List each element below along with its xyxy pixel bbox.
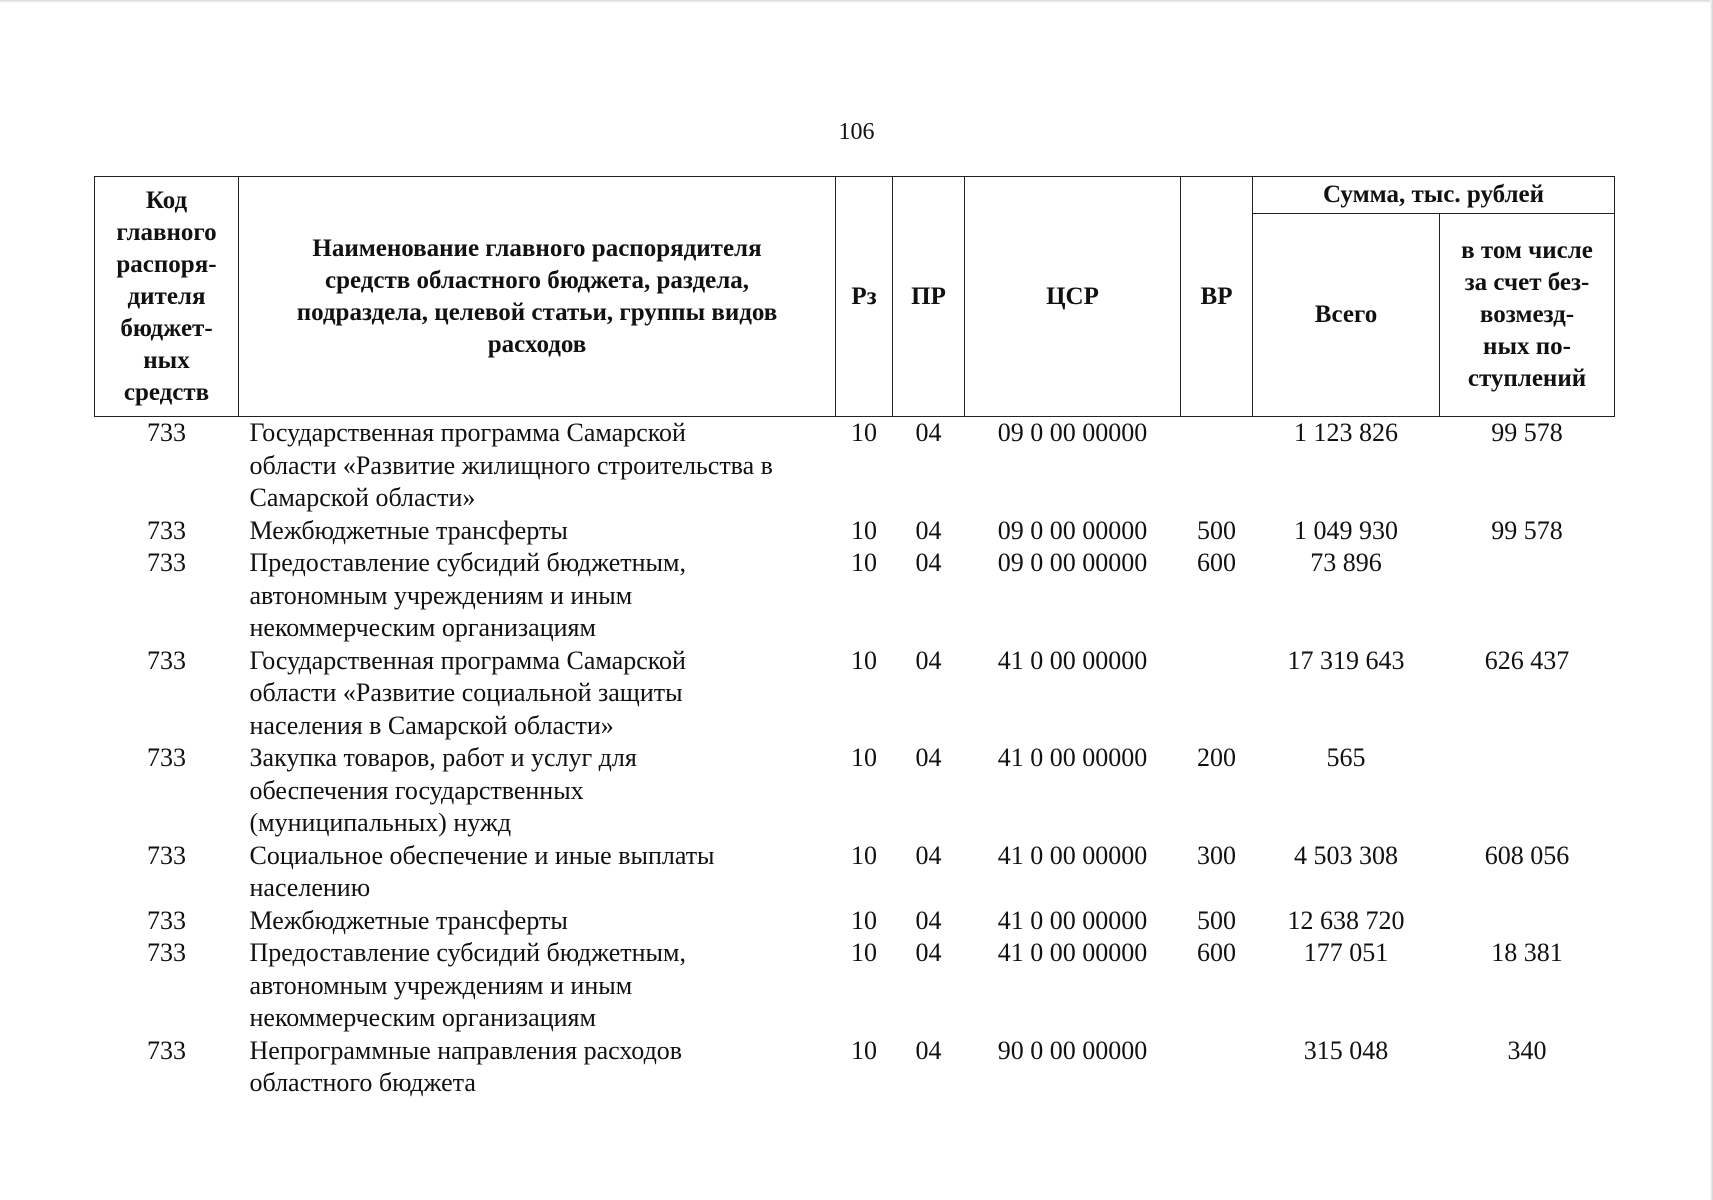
- cell-rz: 10: [851, 515, 877, 545]
- header-grants-line: ступлений: [1467, 365, 1587, 392]
- header-vr: ВР: [1181, 177, 1253, 417]
- cell-csr: 41 0 00 00000: [997, 938, 1148, 967]
- cell-code: 733: [147, 905, 186, 935]
- cell-pr: 04: [915, 548, 942, 577]
- header-csr: ЦСР: [965, 177, 1181, 417]
- cell-grants: 18 381: [1491, 938, 1563, 967]
- cell-rz: 10: [851, 905, 877, 935]
- cell-csr: 41 0 00 00000: [997, 840, 1148, 870]
- cell-vr: [1181, 417, 1253, 515]
- table-row: [95, 742, 1615, 840]
- cell-name: [239, 905, 836, 938]
- header-code-line: бюджет-: [120, 314, 213, 342]
- header-code: [95, 177, 239, 417]
- header-grants: [1440, 214, 1615, 417]
- cell-pr: 04: [915, 905, 942, 935]
- cell-total: 4 503 308: [1294, 840, 1398, 870]
- cell-vr: 600: [1197, 548, 1236, 577]
- header-code-line: средств: [123, 378, 210, 406]
- header-total: Всего: [1253, 214, 1440, 417]
- cell-vr: [1181, 1035, 1253, 1100]
- header-name-line: средств областного бюджета, раздела,: [324, 266, 750, 294]
- cell-name: [239, 742, 836, 840]
- cell-rz: 10: [851, 840, 877, 870]
- cell-code: 733: [147, 840, 186, 870]
- cell-name-line: Закупка товаров, работ и услуг для: [249, 743, 637, 772]
- cell-rz: 10: [851, 645, 877, 675]
- table-row: [95, 645, 1615, 743]
- cell-name: [239, 937, 836, 1035]
- cell-code: 733: [147, 515, 186, 545]
- cell-csr: 90 0 00 00000: [997, 1035, 1148, 1065]
- budget-table: [94, 176, 1615, 1100]
- page-edge-top: [0, 0, 1713, 3]
- cell-vr: 200: [1197, 743, 1236, 772]
- header-code-line: главного: [116, 218, 217, 246]
- table-row: [95, 905, 1615, 938]
- cell-vr: 300: [1197, 840, 1236, 870]
- header-grants-line: в том числе: [1461, 237, 1593, 264]
- header-code-line: распоря-: [116, 250, 217, 278]
- cell-code: 733: [147, 743, 186, 772]
- table-row: [95, 547, 1615, 645]
- table-row: [95, 840, 1615, 905]
- cell-name-line: области «Развитие жилищного строительства в: [249, 450, 773, 480]
- header-name-line: расходов: [487, 330, 587, 358]
- table-header: [95, 177, 1615, 417]
- cell-name-line: автономным учреждениям и иным: [249, 970, 633, 1000]
- cell-total: 17 319 643: [1287, 645, 1405, 675]
- cell-code: 733: [147, 548, 186, 577]
- cell-pr: 04: [915, 938, 942, 967]
- cell-name-line: Предоставление субсидий бюджетным,: [249, 938, 686, 967]
- cell-grants: [1440, 905, 1615, 938]
- cell-pr: 04: [915, 743, 942, 772]
- cell-total: 565: [1326, 743, 1366, 772]
- cell-name-line: Предоставление субсидий бюджетным,: [249, 548, 686, 577]
- cell-name: [239, 840, 836, 905]
- cell-rz: 10: [851, 938, 877, 967]
- cell-name: [239, 547, 836, 645]
- cell-csr: 41 0 00 00000: [997, 645, 1148, 675]
- cell-name-line: некоммерческим организациям: [249, 1003, 596, 1032]
- cell-rz: 10: [851, 1035, 877, 1065]
- cell-vr: [1181, 645, 1253, 743]
- cell-name-line: областного бюджета: [249, 1068, 476, 1097]
- cell-grants: [1440, 547, 1615, 645]
- cell-name-line: Государственная программа Самарской: [249, 645, 686, 675]
- cell-grants: 340: [1507, 1035, 1547, 1065]
- cell-name-line: Самарской области»: [249, 483, 476, 512]
- header-name: [239, 177, 836, 417]
- cell-pr: 04: [915, 1035, 942, 1065]
- cell-name-line: области «Развитие социальной защиты: [249, 678, 683, 707]
- header-grants-line: ных по-: [1483, 333, 1571, 360]
- header-name-line: Наименование главного распорядителя: [312, 234, 762, 262]
- cell-code: 733: [147, 418, 186, 447]
- cell-name-line: автономным учреждениям и иным: [249, 580, 633, 610]
- cell-rz: 10: [851, 743, 877, 772]
- header-name-line: подраздела, целевой статьи, группы видов: [296, 298, 778, 326]
- header-code-line: ных: [143, 346, 190, 374]
- cell-name: [239, 1035, 836, 1100]
- cell-total: 12 638 720: [1287, 905, 1405, 935]
- header-grants-line: возмезд-: [1479, 301, 1575, 328]
- cell-csr: 09 0 00 00000: [997, 515, 1148, 545]
- cell-csr: 09 0 00 00000: [997, 418, 1148, 447]
- cell-name-line: населения в Самарской области»: [249, 710, 614, 740]
- page-number: 106: [838, 119, 875, 145]
- cell-name-line: населению: [249, 873, 371, 902]
- cell-pr: 04: [915, 645, 942, 675]
- cell-grants: [1440, 742, 1615, 840]
- cell-rz: 10: [851, 418, 877, 447]
- cell-code: 733: [147, 1035, 186, 1065]
- cell-grants: 608 056: [1484, 840, 1570, 870]
- cell-name-line: Социальное обеспечение и иные выплаты: [249, 840, 715, 870]
- cell-pr: 04: [915, 418, 942, 447]
- cell-total: 315 048: [1303, 1035, 1389, 1065]
- cell-vr: 500: [1197, 515, 1236, 545]
- table-body: [95, 417, 1615, 1100]
- cell-name: [239, 645, 836, 743]
- cell-total: 73 896: [1310, 548, 1382, 577]
- cell-total: 1 049 930: [1294, 515, 1398, 545]
- cell-csr: 09 0 00 00000: [997, 548, 1148, 577]
- cell-total: 177 051: [1303, 938, 1389, 967]
- cell-vr: 500: [1197, 905, 1236, 935]
- cell-csr: 41 0 00 00000: [997, 905, 1148, 935]
- cell-name-line: Государственная программа Самарской: [249, 418, 686, 447]
- cell-pr: 04: [915, 840, 942, 870]
- cell-vr: 600: [1197, 938, 1236, 967]
- cell-total: 1 123 826: [1294, 418, 1398, 447]
- table-row: [95, 937, 1615, 1035]
- cell-grants: 99 578: [1491, 418, 1563, 447]
- cell-name-line: обеспечения государственных: [249, 775, 584, 805]
- cell-code: 733: [147, 938, 186, 967]
- cell-name-line: Непрограммные направления расходов: [249, 1035, 683, 1065]
- cell-name-line: Межбюджетные трансферты: [249, 515, 568, 545]
- header-sum: Сумма, тыс. рублей: [1253, 177, 1615, 214]
- header-rz: Рз: [836, 177, 893, 417]
- cell-name-line: (муниципальных) нужд: [249, 808, 512, 837]
- cell-name: [239, 515, 836, 548]
- cell-code: 733: [147, 645, 186, 675]
- cell-name-line: некоммерческим организациям: [249, 613, 596, 642]
- table-row: [95, 417, 1615, 515]
- header-code-line: дителя: [127, 282, 206, 310]
- cell-name: [239, 417, 836, 515]
- cell-name-line: Межбюджетные трансферты: [249, 905, 568, 935]
- cell-csr: 41 0 00 00000: [997, 743, 1148, 772]
- header-code-line: Код: [145, 186, 188, 214]
- cell-rz: 10: [851, 548, 877, 577]
- table-row: [95, 515, 1615, 548]
- header-pr: ПР: [893, 177, 965, 417]
- cell-grants: 99 578: [1491, 515, 1563, 545]
- table-row: [95, 1035, 1615, 1100]
- cell-pr: 04: [915, 515, 942, 545]
- cell-grants: 626 437: [1484, 645, 1570, 675]
- header-grants-line: за счет без-: [1464, 269, 1590, 296]
